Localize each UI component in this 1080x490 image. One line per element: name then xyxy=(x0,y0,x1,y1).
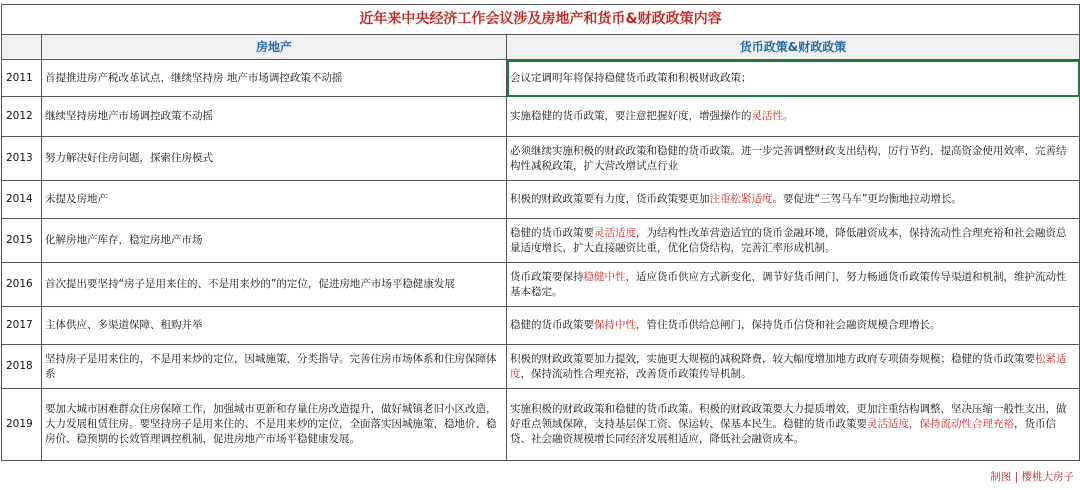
header-policy: 货币政策&财政政策 xyxy=(507,35,1080,60)
policy-text: ，管住货币供给总闸门，保持货币信贷和社会融资规模合理增长。 xyxy=(636,319,941,331)
policy-text: 实施稳健的货币政策，要注意把握好度，增强操作的 xyxy=(510,110,752,122)
real-estate-cell[interactable]: 首提推进房产税改革试点，继续坚持房 地产市场调控政策不动摇 xyxy=(42,60,507,97)
table-row xyxy=(2,307,1080,345)
real-estate-cell[interactable]: 要加大城市困难群众住房保障工作，加强城市更新和存量住房改造提升，做好城镇老旧小区改造，大力发展租赁住房。要坚持房子是用来住的、不是用来炒的定位，全面落实因城施策，稳地价、稳房价、稳预期的长效管理调控机制，促进房地产市场平稳健康发展。 xyxy=(42,389,507,461)
policy-text: 货币政策要保持 xyxy=(510,270,584,283)
policy-cell[interactable] xyxy=(507,345,1080,389)
year-cell[interactable]: 2018 xyxy=(2,345,42,389)
highlighted-text: 灵活适度，保持流动性合理充裕 xyxy=(867,418,1014,430)
year-cell[interactable]: 2016 xyxy=(2,263,42,307)
policy-cell[interactable] xyxy=(507,307,1080,345)
policy-cell[interactable] xyxy=(507,263,1080,307)
policy-cell[interactable] xyxy=(507,219,1080,263)
real-estate-cell[interactable]: 未提及房地产 xyxy=(42,181,507,219)
policy-text: ，货币信贷、社会融资规模增长同经济发展相适应，降低社会融资成本。 xyxy=(510,418,1056,445)
table-row xyxy=(2,263,1080,307)
policy-text: ，保持流动性合理充裕，改善货币政策传导机制。 xyxy=(520,367,752,380)
real-estate-cell[interactable]: 化解房地产库存，稳定房地产市场 xyxy=(42,219,507,263)
policy-cell[interactable] xyxy=(507,181,1080,219)
table-row xyxy=(2,97,1080,137)
policy-text: 稳健的货币政策要 xyxy=(510,226,594,239)
credit-label: 制图 | 樱桃大房子 xyxy=(990,471,1074,483)
table-row xyxy=(2,345,1080,389)
policy-text: 。要促进“三驾马车”更均衡地拉动增长。 xyxy=(772,193,962,205)
highlighted-text: 保持中性 xyxy=(594,319,636,331)
header-row xyxy=(2,35,1080,60)
table-row xyxy=(2,181,1080,219)
header-year xyxy=(2,35,42,60)
year-cell[interactable]: 2019 xyxy=(2,389,42,461)
table-row xyxy=(2,137,1080,181)
table-row xyxy=(2,219,1080,263)
year-cell[interactable]: 2011 xyxy=(2,60,42,97)
policy-table xyxy=(1,4,1080,461)
real-estate-cell[interactable]: 坚持房子是用来住的，不是用来炒的定位，因城施策，分类指导。完善住房市场体系和住房保障体系 xyxy=(42,345,507,389)
policy-text: 实施积极的财政政策和稳健的货币政策。积极的财政政策要大力提质增效，更加注重结构调整，坚决压缩一般性支出，做好重点领域保障，支持基层保工资、保运转、保基本民生。稳健的货币政策要 xyxy=(510,403,1067,430)
policy-cell[interactable] xyxy=(507,137,1080,181)
year-cell[interactable]: 2013 xyxy=(2,137,42,181)
table-title: 近年来中央经济工作会议涉及房地产和货币&财政政策内容 xyxy=(2,5,1080,35)
real-estate-cell[interactable]: 首次提出要坚持“房子是用来住的、不是用来炒的”的定位，促进房地产市场平稳健康发展 xyxy=(42,263,507,307)
policy-text: 会议定调明年将保持稳健货币政策和积极财政政策； xyxy=(510,71,752,84)
highlighted-text: 稳健中性 xyxy=(583,270,626,283)
policy-cell[interactable] xyxy=(507,97,1080,137)
policy-text: 稳健的货币政策要 xyxy=(510,319,594,331)
policy-text: ，适应货币供应方式新变化，调节好货币闸门，努力畅通货币政策传导渠道和机制，维护流动性基本稳定。 xyxy=(510,270,1067,298)
policy-text: 积极的财政政策要加力提效，实施更大规模的减税降费，较大幅度增加地方政府专项债券规模；稳健的货币政策要 xyxy=(510,352,1035,365)
highlighted-text: 注重松紧适度 xyxy=(709,193,773,205)
highlighted-text: 灵活适度 xyxy=(594,226,636,239)
year-cell[interactable]: 2017 xyxy=(2,307,42,345)
header-real-estate: 房地产 xyxy=(42,35,507,60)
table-row xyxy=(2,60,1080,97)
real-estate-cell[interactable]: 主体供应、多渠道保障、租购并举 xyxy=(42,307,507,345)
highlighted-text: 灵活性。 xyxy=(751,110,794,122)
title-row xyxy=(2,5,1080,35)
table-row xyxy=(2,389,1080,461)
policy-cell[interactable] xyxy=(507,60,1080,97)
year-cell[interactable]: 2014 xyxy=(2,181,42,219)
real-estate-cell[interactable]: 继续坚持房地产市场调控政策不动摇 xyxy=(42,97,507,137)
real-estate-cell[interactable]: 努力解决好住房问题，探索住房模式 xyxy=(42,137,507,181)
year-cell[interactable]: 2015 xyxy=(2,219,42,263)
policy-text: 积极的财政政策要有力度，货币政策要更加 xyxy=(510,193,710,205)
highlighted-text: 松紧适度 xyxy=(510,352,1067,380)
year-cell[interactable]: 2012 xyxy=(2,97,42,137)
policy-text: 必须继续实施积极的财政政策和稳健的货币政策。进一步完善调整财政支出结构，厉行节约，提高资金使用效率，完善结构性减税政策，扩大营改增试点行业 xyxy=(510,144,1067,172)
policy-text: ，为结构性改革营造适宜的货币金融环境，降低融资成本，保持流动性合理充裕和社会融资总量适度增长，扩大直接融资比重，优化信贷结构，完善汇率形成机制。 xyxy=(510,226,1067,254)
policy-cell[interactable] xyxy=(507,389,1080,461)
